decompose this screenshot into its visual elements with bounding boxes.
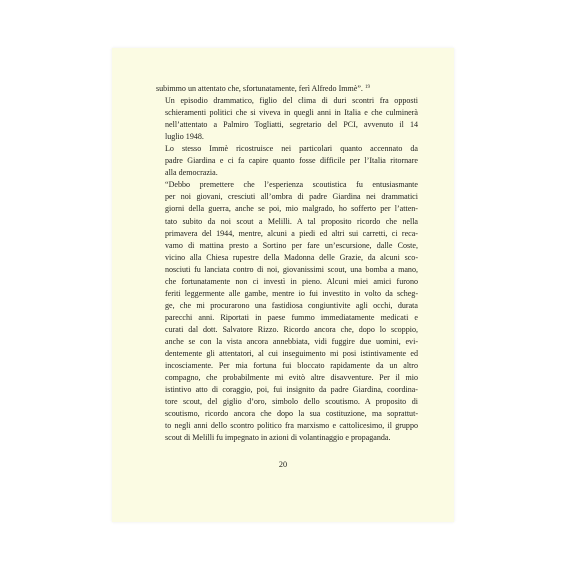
text-line: “Debbo premettere che l’esperienza scoutistica fu entusiasmante [165, 180, 418, 190]
text-line: curati dal dott. Salvatore Rizzo. Ricordo ancora che, dopo lo scoppio, [165, 324, 418, 334]
text-line: vamo di mattina presto a Sortino per fare un’escursione, dalle Coste, [165, 240, 418, 250]
text-line: Lo stesso Immè ricostruisce nei particolari quanto accennato da [165, 144, 418, 154]
text-line [156, 82, 418, 95]
text-line: alla democrazia. [165, 168, 218, 178]
text-line: feriti leggermente alle gambe, mentre io fui investito in volto da scheg- [165, 288, 418, 298]
paragraph [156, 82, 418, 95]
text-line: nell’attentato a Palmiro Togliatti, segretario del PCI, avvenuto il 14 [165, 120, 418, 130]
line-text: subimmo un attentato che, sfortunatamente, ferì Alfredo Immè”. [156, 84, 363, 93]
text-line: istintivo atto di coraggio, poi, fui insignito da padre Giardina, coordina- [165, 385, 418, 395]
text-line: Un episodio drammatico, figlio del clima di duri scontri fra opposti [165, 96, 418, 106]
text-line: giorni della guerra, anche se poi, mio malgrado, ho sofferto per l’atten- [165, 204, 418, 214]
text-line: scoutismo, ricordo ancora che dopo la sua costituzione, ma soprattut- [165, 409, 418, 419]
paragraph [156, 95, 418, 143]
book-page [112, 48, 454, 522]
text-line: schieramenti politici che si viveva in quegli anni in Italia e che culminerà [165, 108, 418, 118]
text-line: padre Giardina e ci fa capire quanto fosse difficile per l’Italia ritornare [165, 156, 418, 166]
text-line: per noi giovani, cresciuti all’ombra di padre Giardina nei drammatici [165, 192, 418, 202]
text-line: primavera del 1944, mentre, alcuni a piedi ed altri sui carretti, ci reca- [165, 228, 418, 238]
footnote-marker: 19 [364, 85, 370, 90]
text-line: ge, che mi procurarono una fastidiosa congiuntivite agli occhi, durata [165, 300, 418, 310]
text-line: compagno, che probabilmente mi evitò altre disavventure. Per il mio [165, 373, 418, 383]
text-line: luglio 1948. [165, 132, 204, 142]
page-number: 20 [278, 460, 288, 469]
text-line: parecchi anni. Riportati in paese fummo immediatamente medicati e [165, 312, 418, 322]
text-line: dentemente gli attentatori, al cui inseguimento mi posi istintivamente ed [165, 349, 418, 359]
text-line: anche se con la vista ancora annebbiata, vidi fuggire due uomini, evi- [165, 336, 418, 346]
text-line: che fortunatamente non ci investì in pieno. Alcuni miei amici furono [165, 276, 418, 286]
text-line: vicino alla Chiesa rupestre della Madonna delle Grazie, da alcuni sco- [165, 252, 418, 262]
body-text [156, 82, 418, 444]
text-line: tore scout, del giglio d’oro, simbolo dello scoutismo. A proposito di [165, 397, 418, 407]
paragraph [156, 179, 418, 444]
paragraph [156, 143, 418, 179]
text-line: scout di Melilli fu impegnato in azioni di volantinaggio e propaganda. [165, 433, 391, 443]
text-line: nosciuti fu lanciata contro di noi, giovanissimi scout, una bomba a mano, [165, 264, 418, 274]
text-line: to negli anni dello scontro politico fra marxismo e cattolicesimo, il gruppo [165, 421, 418, 431]
text-line: incosciamente. Per mia fortuna fui bloccato rapidamente da un altro [165, 361, 418, 371]
text-line: tato subito da noi scout a Melilli. A tal proposito ricordo che nella [165, 216, 418, 226]
